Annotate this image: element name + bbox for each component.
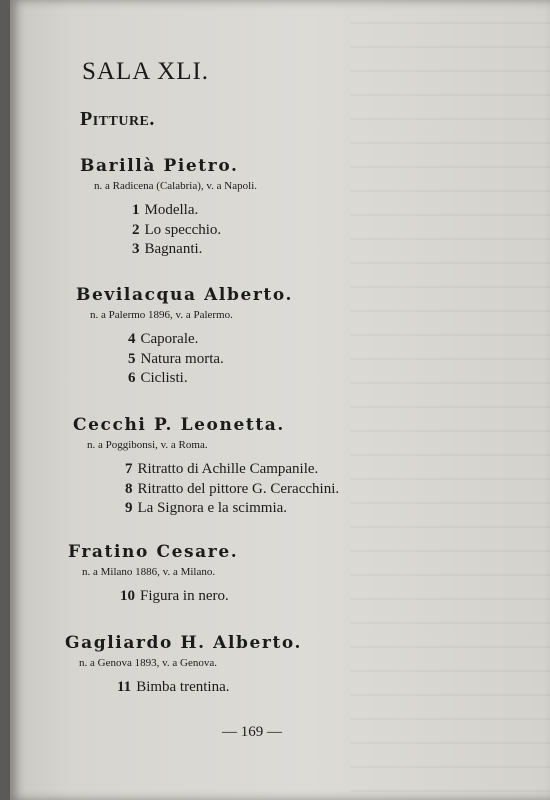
work-item — [120, 587, 238, 607]
work-number: 3 — [132, 241, 140, 257]
work-title: Figura in nero. — [140, 588, 229, 604]
work-number: 10 — [120, 588, 135, 604]
work-number: 6 — [128, 370, 136, 386]
work-item — [125, 480, 339, 500]
work-number: 5 — [128, 350, 136, 367]
artist-entry — [80, 155, 257, 260]
work-number: 9 — [125, 500, 133, 516]
work-title: Bagnanti. — [144, 241, 203, 257]
work-title: Modella. — [144, 202, 199, 218]
works-list — [120, 587, 238, 607]
work-number: 7 — [125, 461, 133, 477]
artist-name: Fratino Cesare. — [68, 542, 239, 562]
work-item — [128, 369, 293, 389]
sala-title: SALA XLI. — [82, 58, 210, 85]
work-title: La Signora e la scimmia. — [137, 500, 288, 516]
work-number: 4 — [128, 331, 136, 347]
work-title: Caporale. — [140, 331, 199, 347]
work-item — [125, 499, 339, 519]
work-title: Lo specchio. — [144, 221, 222, 238]
work-number: 11 — [117, 679, 132, 695]
work-title: Ciclisti. — [140, 370, 188, 386]
works-list — [117, 678, 302, 698]
work-item — [125, 460, 339, 480]
artist-name: Bevilacqua Alberto. — [76, 285, 294, 305]
artist-entry — [65, 632, 302, 698]
work-title: Ritratto del pittore G. Ceracchini. — [137, 480, 340, 497]
book-page — [10, 0, 550, 800]
artist-info: n. a Radicena (Calabria), v. a Napoli. — [94, 180, 257, 192]
work-title: Ritratto di Achille Campanile. — [137, 461, 319, 477]
work-title: Bimba trentina. — [136, 679, 230, 695]
artist-info: n. a Milano 1886, v. a Milano. — [82, 566, 216, 578]
artist-entry — [76, 284, 293, 389]
work-title: Natura morta. — [140, 350, 224, 367]
work-item — [128, 350, 293, 370]
artist-info: n. a Poggibonsi, v. a Roma. — [87, 439, 208, 451]
artist-info: n. a Palermo 1896, v. a Palermo. — [90, 309, 233, 321]
artist-name: Gagliardo H. Alberto. — [65, 633, 303, 653]
works-list — [125, 460, 339, 519]
work-item — [128, 330, 293, 350]
artist-info: n. a Genova 1893, v. a Genova. — [79, 657, 217, 669]
work-number: 1 — [132, 202, 140, 218]
work-item — [132, 201, 257, 221]
artist-entry — [68, 541, 238, 607]
section-title: Pitture. — [80, 108, 155, 130]
artist-name: Cecchi P. Leonetta. — [73, 415, 285, 435]
artist-name: Barillà Pietro. — [80, 156, 239, 176]
work-number: 2 — [132, 221, 140, 238]
page-number: — 169 — — [222, 724, 282, 740]
work-number: 8 — [125, 480, 133, 497]
work-item — [117, 678, 302, 698]
works-list — [132, 201, 257, 260]
artist-entry — [73, 414, 339, 519]
work-item — [132, 221, 257, 241]
work-item — [132, 240, 257, 260]
works-list — [128, 330, 293, 389]
